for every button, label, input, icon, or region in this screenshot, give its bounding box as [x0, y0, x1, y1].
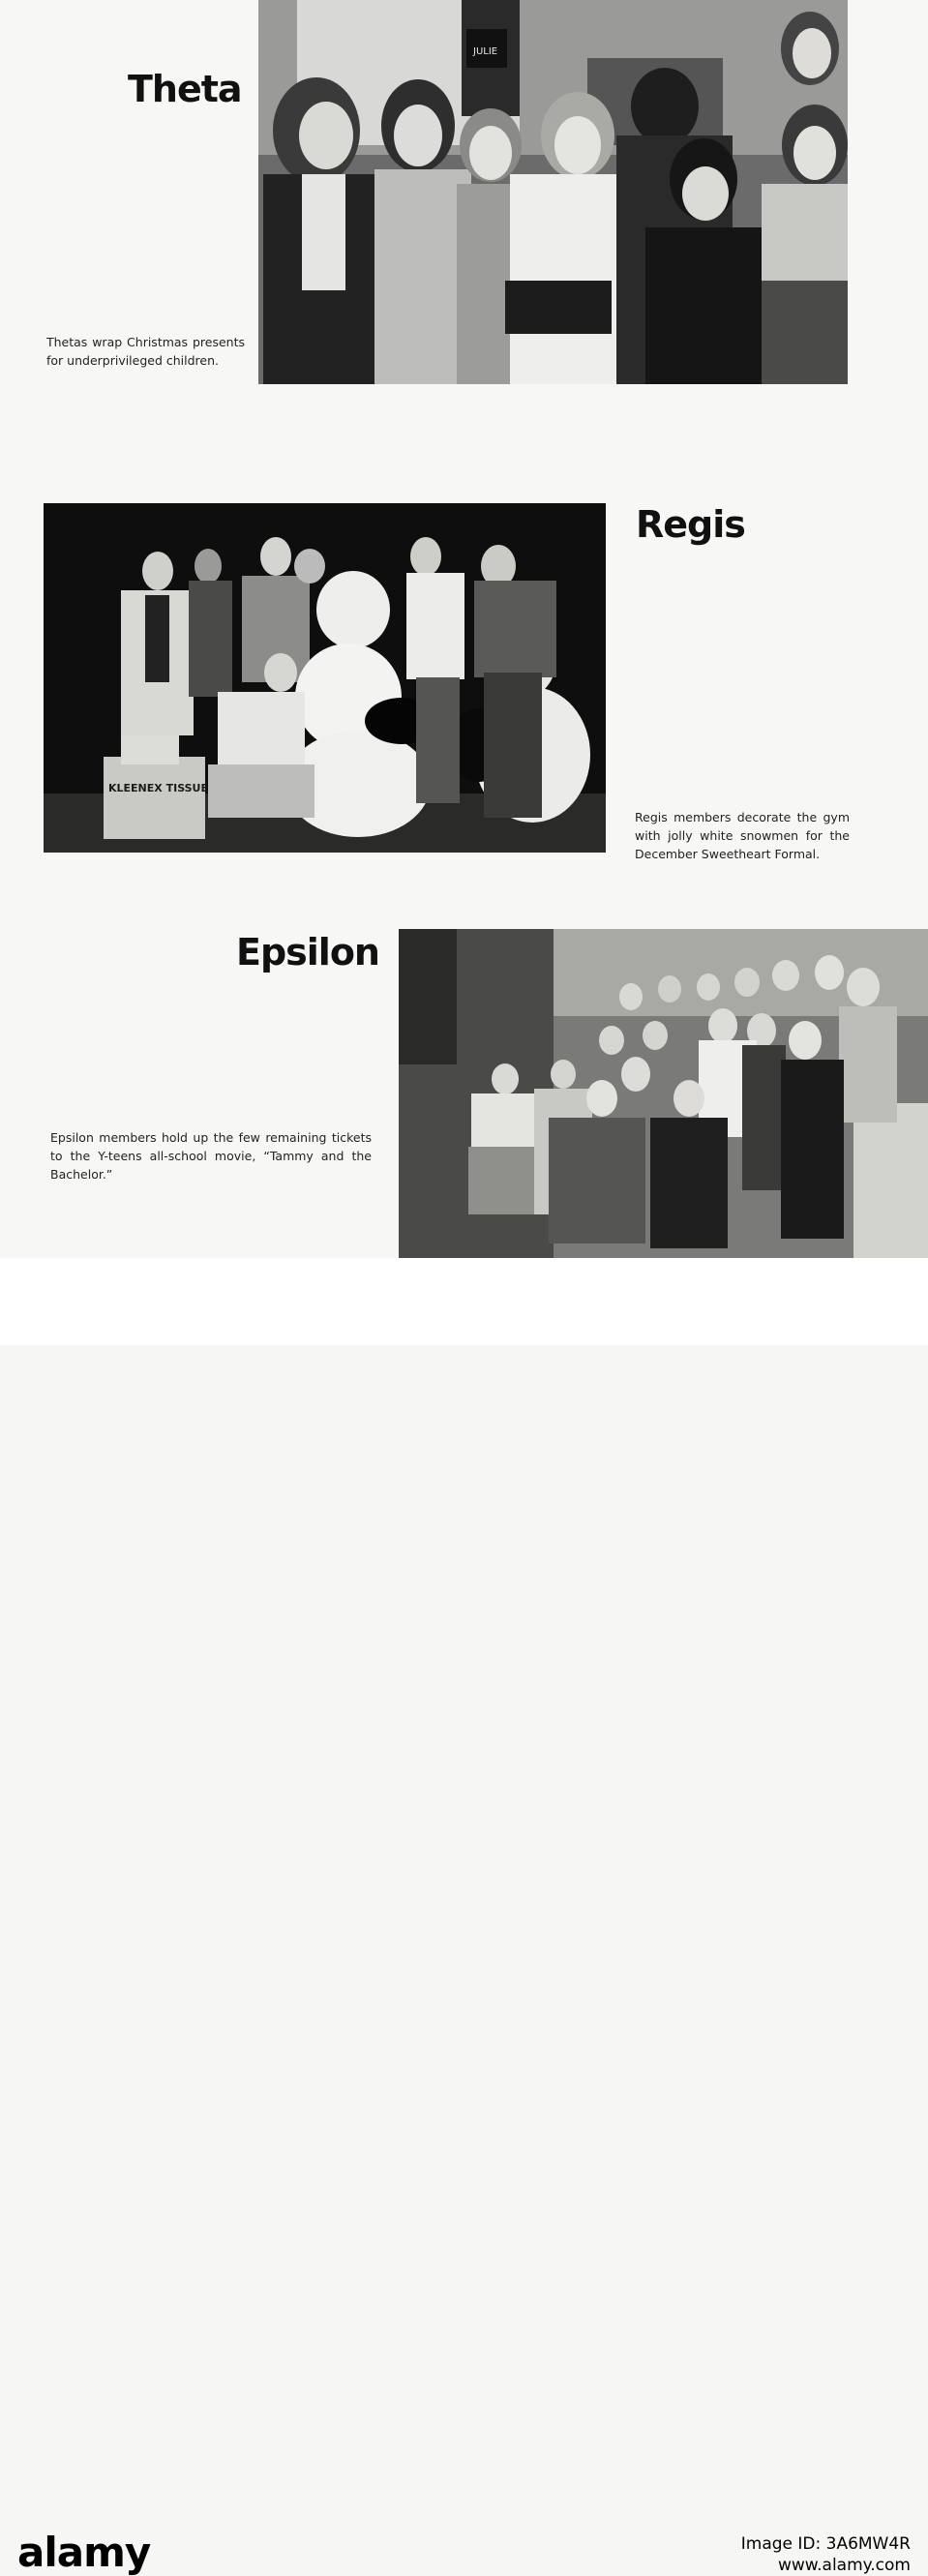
epsilon-caption: Epsilon members hold up the few remaining tickets to the Y-teens all-school movie, “Tammy and the Bachelor.” [50, 1130, 372, 1182]
alamy-url: www.alamy.com [777, 2556, 911, 2575]
theta-heading: Theta [128, 68, 242, 110]
epsilon-heading: Epsilon [236, 931, 379, 973]
regis-caption: Regis members decorate the gym with jolly white snowmen for the December Sweetheart Formal. [635, 810, 850, 861]
watermark-footer [0, 1258, 928, 2576]
image-id-block [741, 2533, 911, 2576]
yearbook-page [0, 0, 928, 1258]
regis-photo [44, 503, 606, 853]
image-id: Image ID: 3A6MW4R [740, 2534, 911, 2554]
regis-heading: Regis [636, 503, 745, 546]
theta-photo [258, 0, 848, 384]
theta-caption: Thetas wrap Christmas presents for underprivileged children. [46, 335, 245, 368]
epsilon-photo [399, 929, 928, 1258]
alamy-wordmark: alamy [17, 2529, 151, 2576]
box-label: KLEENEX TISSUE [108, 782, 208, 794]
stocking-label: JULIE [473, 46, 498, 57]
